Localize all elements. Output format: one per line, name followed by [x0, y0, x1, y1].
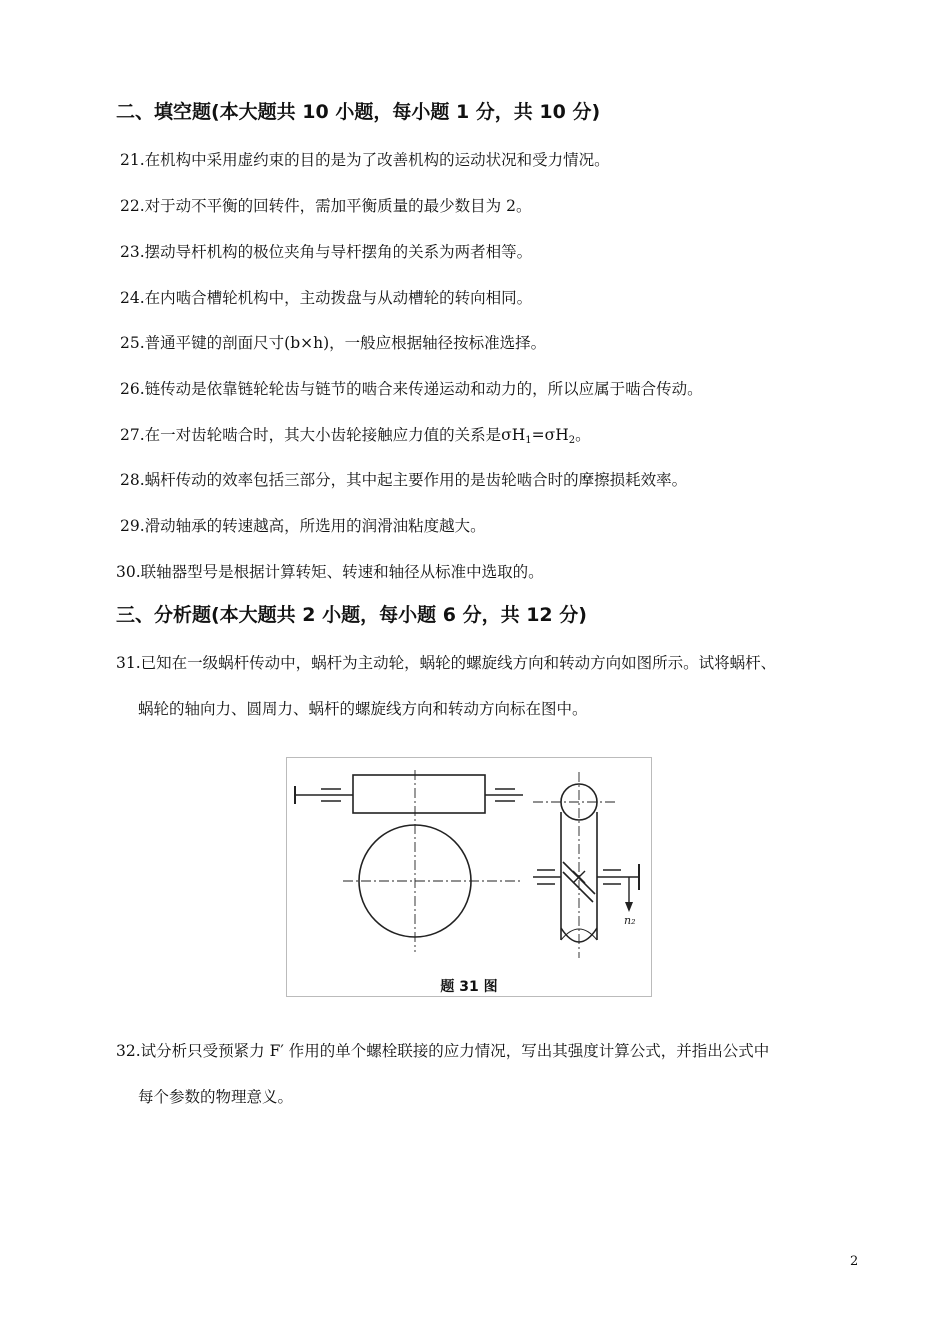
- question-28: 28.蜗杆传动的效率包括三部分，其中起主要作用的是齿轮啮合时的摩擦损耗效率。: [120, 471, 688, 489]
- section-3-title: 三、分析题(本大题共 2 小题，每小题 6 分，共 12 分): [116, 604, 587, 626]
- question-29: 29.滑动轴承的转速越高，所选用的润滑油粘度越大。: [120, 517, 486, 535]
- question-30: 30.联轴器型号是根据计算转矩、转速和轴径从标准中选取的。: [116, 563, 544, 581]
- speed-label: n₂: [624, 914, 636, 927]
- question-31-line-1: 31.已知在一级蜗杆传动中，蜗杆为主动轮，蜗轮的螺旋线方向和转动方向如图所示。试将蜗杆、: [116, 654, 777, 672]
- question-32-line-2: 每个参数的物理意义。: [138, 1088, 294, 1106]
- question-26: 26.链传动是依靠链轮轮齿与链节的啮合来传递运动和动力的，所以应属于啮合传动。: [120, 380, 703, 398]
- question-32-line-1: 32.试分析只受预紧力 F′ 作用的单个螺栓联接的应力情况，写出其强度计算公式，并指出公式中: [116, 1042, 770, 1060]
- figure-caption: 题 31 图: [440, 979, 498, 995]
- worm-body: [353, 775, 485, 813]
- arrow-head-icon: [625, 902, 633, 912]
- worm-gear-diagram: [287, 758, 651, 996]
- question-23: 23.摆动导杆机构的极位夹角与导杆摆角的关系为两者相等。: [120, 243, 533, 261]
- question-27-end: 。: [575, 426, 591, 444]
- question-21: 21.在机构中采用虚约束的目的是为了改善机构的运动状况和受力情况。: [120, 151, 610, 169]
- question-27-text: 27.在一对齿轮啮合时，其大小齿轮接触应力值的关系是σH: [120, 426, 526, 444]
- subscript-1: 1: [525, 435, 532, 446]
- question-27: [120, 423, 591, 446]
- question-25: 25.普通平键的剖面尺寸(b×h)，一般应根据轴径按标准选择。: [120, 334, 547, 352]
- figure-31: [286, 757, 652, 997]
- question-24: 24.在内啮合槽轮机构中，主动拨盘与从动槽轮的转向相同。: [120, 289, 533, 307]
- question-27-equals: =σH: [531, 426, 569, 444]
- subscript-2: 2: [568, 435, 576, 446]
- question-31-line-2: 蜗轮的轴向力、圆周力、蜗杆的螺旋线方向和转动方向标在图中。: [138, 700, 588, 718]
- section-2-title: 二、填空题(本大题共 10 小题，每小题 1 分，共 10 分): [116, 101, 601, 123]
- question-22: 22.对于动不平衡的回转件，需加平衡质量的最少数目为 2。: [120, 197, 532, 215]
- page-number: 2: [850, 1254, 859, 1269]
